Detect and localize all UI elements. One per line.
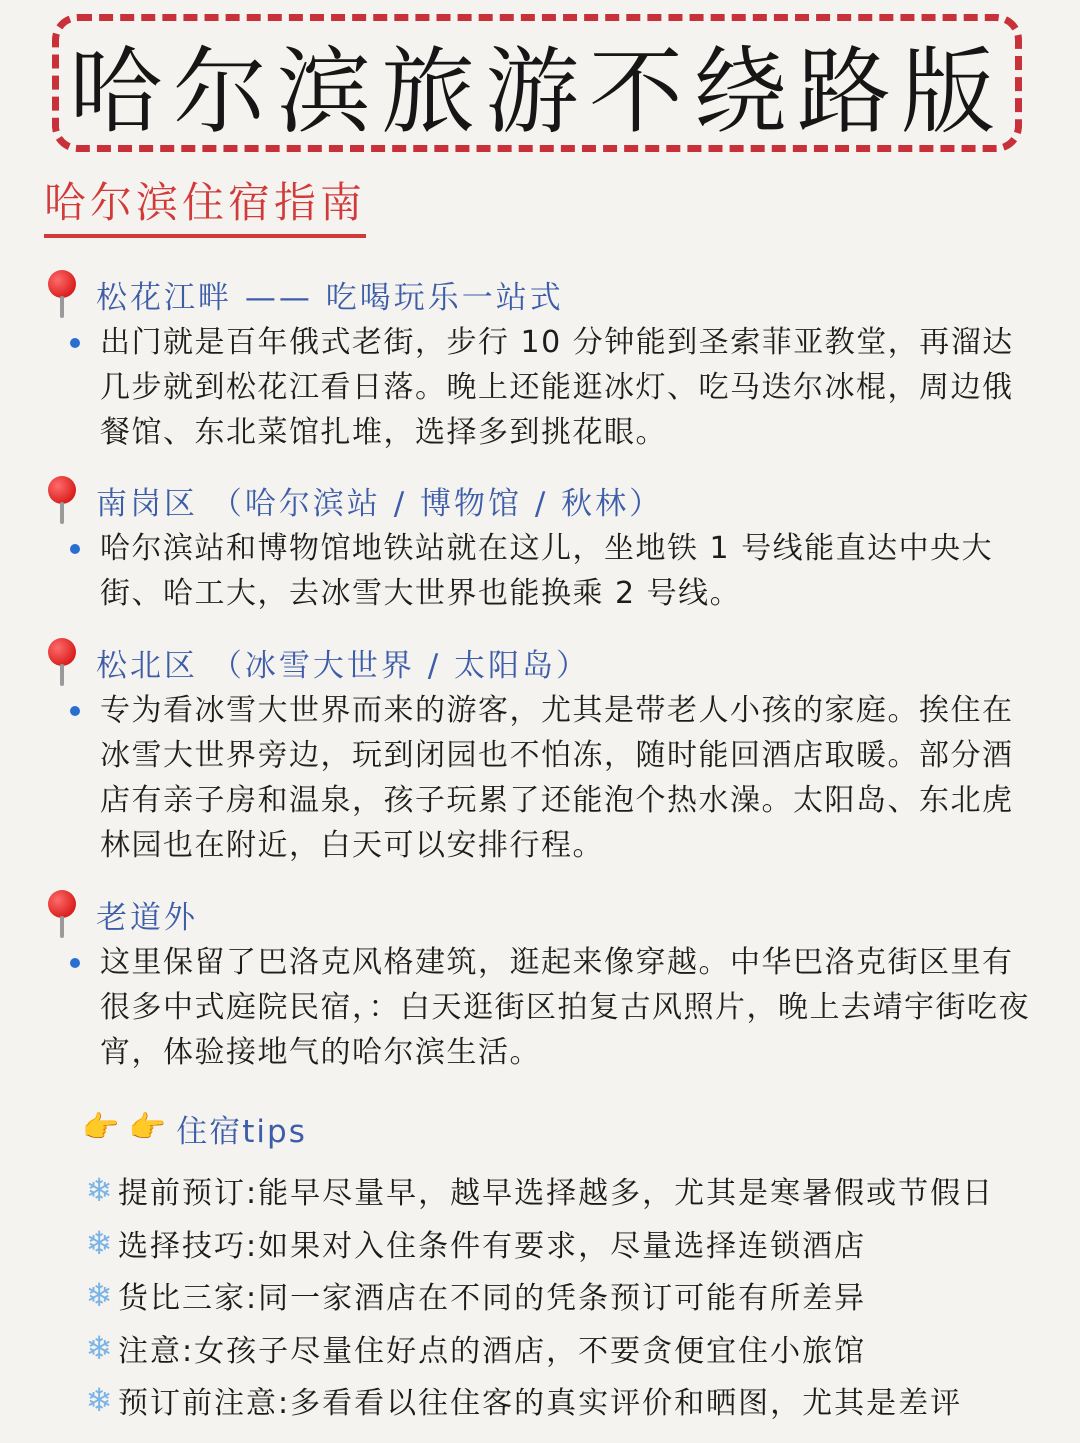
tip-text: 注意:女孩子尽量住好点的酒店，不要贪便宜住小旅馆 — [118, 1333, 867, 1369]
tips-label: 住宿tips — [176, 1113, 307, 1150]
section-text: 专为看冰雪大世界而来的游客，尤其是带老人小孩的家庭。挨住在冰雪大世界旁边，玩到闭园也不怕冻，随时能回酒店取暖。部分酒店有亲子房和温泉，孩子玩累了还能泡个热水澡。太阳岛、东北虎林园也在附近，白天可以安排行程。 — [100, 693, 1014, 863]
pushpin-icon — [44, 888, 84, 940]
bullet-dot — [70, 544, 80, 554]
bullet-dot — [70, 958, 80, 968]
snowflake-icon: ❄ — [85, 1328, 115, 1367]
tip-text: 选择技巧:如果对入住条件有要求，尽量选择连锁酒店 — [118, 1228, 867, 1264]
snowflake-icon: ❄ — [85, 1381, 115, 1420]
tip-text: 预订前注意:多看看以往住客的真实评价和晒图，尤其是差评 — [118, 1386, 963, 1422]
bullet-dot — [70, 338, 80, 348]
section-laodaowai — [44, 888, 1034, 1075]
snowflake-icon: ❄ — [85, 1223, 115, 1262]
pushpin-icon — [44, 474, 84, 526]
section-body — [44, 526, 1034, 616]
title-frame — [52, 14, 1022, 152]
tip-item — [82, 1269, 1042, 1322]
section-heading — [44, 268, 1034, 320]
page-title: 哈尔滨旅游不绕路版 — [68, 37, 1005, 147]
pushpin-icon — [44, 268, 84, 320]
section-body — [44, 320, 1034, 455]
tip-item — [82, 1322, 1042, 1375]
tips-list — [82, 1164, 1042, 1427]
section-heading — [44, 888, 1034, 940]
section-subtitle: 哈尔滨住宿指南 — [44, 170, 366, 238]
pointing-hand-icon: 👉 👉 — [82, 1110, 167, 1145]
section-title: 松花江畔 —— 吃喝玩乐一站式 — [96, 279, 564, 316]
tip-text: 货比三家:同一家酒店在不同的凭条预订可能有所差异 — [118, 1281, 867, 1317]
section-songbei — [44, 636, 1034, 868]
snowflake-icon: ❄ — [85, 1171, 115, 1210]
section-body — [44, 940, 1034, 1075]
section-title: 老道外 — [96, 899, 198, 936]
section-text: 出门就是百年俄式老街，步行 10 分钟能到圣索菲亚教堂，再溜达几步就到松花江看日落。晚上还能逛冰灯、吃马迭尔冰棍，周边俄餐馆、东北菜馆扎堆，选择多到挑花眼。 — [100, 325, 1014, 450]
section-text: 哈尔滨站和博物馆地铁站就在这儿，坐地铁 1 号线能直达中央大街、哈工大，去冰雪大世界也能换乘 2 号线。 — [100, 531, 994, 611]
tip-item — [82, 1164, 1042, 1217]
section-heading — [44, 636, 1034, 688]
tip-item — [82, 1217, 1042, 1270]
tip-text: 提前预订:能早尽量早，越早选择越多，尤其是寒暑假或节假日 — [118, 1176, 995, 1212]
bullet-dot — [70, 706, 80, 716]
tip-item — [82, 1374, 1042, 1427]
section-nangang — [44, 474, 1034, 616]
section-title: 南岗区 （哈尔滨站 / 博物馆 / 秋林） — [96, 485, 664, 522]
snowflake-icon: ❄ — [85, 1276, 115, 1315]
section-body — [44, 688, 1034, 868]
section-heading — [44, 474, 1034, 526]
section-songhuajiang — [44, 268, 1034, 455]
tips-heading — [82, 1105, 307, 1151]
section-title: 松北区 （冰雪大世界 / 太阳岛） — [96, 647, 591, 684]
section-text: 这里保留了巴洛克风格建筑，逛起来像穿越。中华巴洛克街区里有很多中式庭院民宿，：白天逛街区拍复古风照片，晚上去靖宇街吃夜宵，体验接地气的哈尔滨生活。 — [100, 945, 1030, 1070]
pushpin-icon — [44, 636, 84, 688]
